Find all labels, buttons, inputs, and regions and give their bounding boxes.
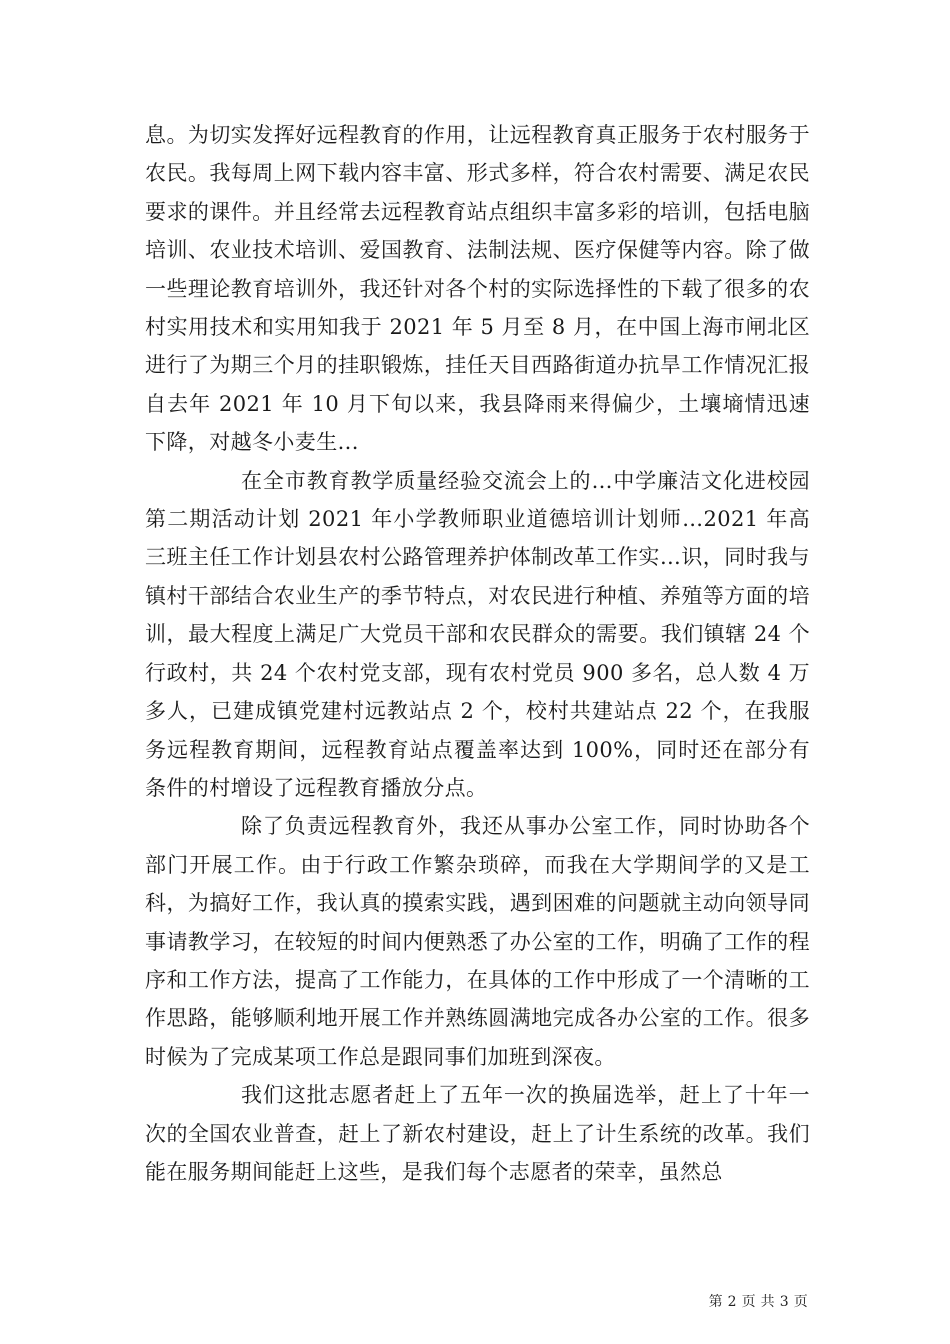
paragraph-3: 除了负责远程教育外，我还从事办公室工作，同时协助各个部门开展工作。由于行政工作繁杂琐碎，而我在大学期间学的又是工科，为搞好工作，我认真的摸索实践，遇到困难的问题就主动向领导同事请教学习，在较短的时间内便熟悉了办公室的工作，明确了工作的程序和工作方法，提高了工作能力，在具体的工作中形成了一个清晰的工作思路，能够顺利地开展工作并熟练圆满地完成各办公室的工作。很多时候为了完成某项工作总是跟同事们加班到深夜。 (145, 814, 810, 1069)
paragraph-4: 我们这批志愿者赶上了五年一次的换届选举，赶上了十年一次的全国农业普查，赶上了新农村建设，赶上了计生系统的改革。我们能在服务期间能赶上这些，是我们每个志愿者的荣幸，虽然总 (145, 1083, 810, 1184)
paragraph-1: 息。为切实发挥好远程教育的作用，让远程教育真正服务于农村服务于农民。我每周上网下载内容丰富、形式多样，符合农村需要、满足农民要求的课件。并且经常去远程教育站点组织丰富多彩的培训，包括电脑培训、农业技术培训、爱国教育、法制法规、医疗保健等内容。除了做一些理论教育培训外，我还针对各个村的实际选择性的下载了很多的农村实用技术和实用知我于 2021 年 5 月至 8 月，在中国上海市闸北区进行了为期三个月的挂职锻炼，挂任天目西路街道办抗旱工作情况汇报自去年 2021 年 10 月下旬以来，我县降雨来得偏少，土壤墒情迅速下降，对越冬小麦生... (145, 123, 810, 455)
paragraph-2: 在全市教育教学质量经验交流会上的…中学廉洁文化进校园第二期活动计划 2021 年小学教师职业道德培训计划师…2021 年高三班主任工作计划县农村公路管理养护体制改革工作实…识，同时我与镇村干部结合农业生产的季节特点，对农民进行种植、养殖等方面的培训，最大程度上满足广大党员干部和农民群众的需要。我们镇辖 24 个行政村，共 24 个农村党支部，现有农村党员 900 多名，总人数 4 万多人，已建成镇党建村远教站点 2 个，校村共建站点 22 个，在我服务远程教育期间，远程教育站点覆盖率达到 100%，同时还在部分有条件的村增设了远程教育播放分点。 (145, 468, 810, 800)
page-number-footer: 第 2 页 共 3 页 (708, 1294, 808, 1310)
document-body (145, 116, 810, 1191)
